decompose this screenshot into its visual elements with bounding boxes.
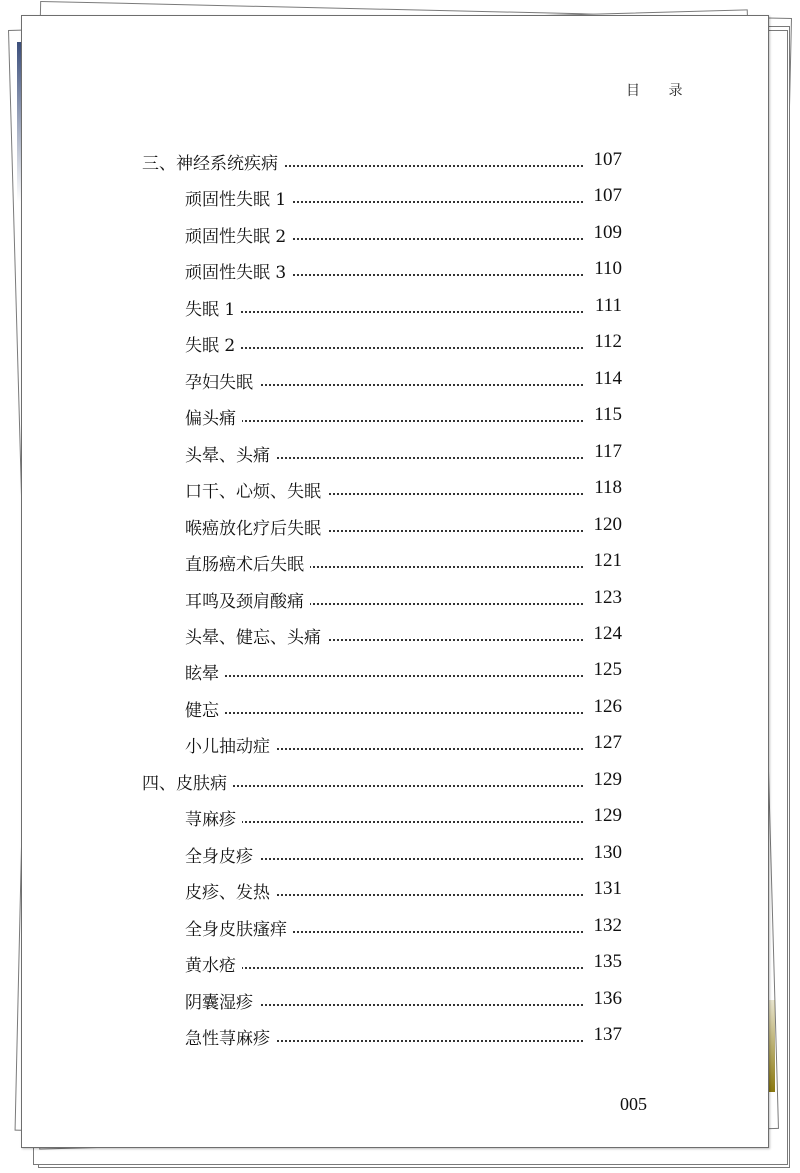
toc-entry[interactable] bbox=[22, 915, 770, 945]
dot-leader bbox=[202, 309, 583, 313]
toc-section-heading[interactable] bbox=[22, 769, 770, 799]
toc-page-number: 136 bbox=[590, 988, 623, 1010]
running-header: 目 录 bbox=[626, 83, 695, 99]
toc-title: 荨麻疹 bbox=[185, 805, 242, 830]
toc-page-number: 125 bbox=[590, 659, 623, 681]
toc-section-heading[interactable] bbox=[22, 149, 770, 179]
toc-page-number: 127 bbox=[590, 732, 623, 754]
toc-page-number: 117 bbox=[590, 441, 622, 463]
toc-title: 三、神经系统疾病 bbox=[142, 149, 284, 174]
toc-page-number: 111 bbox=[591, 295, 622, 317]
toc-entry[interactable] bbox=[22, 842, 770, 872]
toc-title: 全身皮肤瘙痒 bbox=[185, 915, 293, 940]
toc-title: 全身皮疹 bbox=[185, 842, 259, 867]
toc-entry[interactable] bbox=[22, 295, 770, 325]
toc-page-number: 112 bbox=[590, 331, 622, 353]
toc-entry[interactable] bbox=[22, 988, 770, 1018]
dot-leader bbox=[202, 965, 583, 969]
toc-title: 失眠 1 bbox=[185, 295, 241, 320]
toc-entry[interactable] bbox=[22, 258, 770, 288]
toc-entry[interactable] bbox=[22, 659, 770, 689]
toc-entry[interactable] bbox=[22, 477, 770, 507]
toc-title: 黄水疮 bbox=[185, 951, 242, 976]
page-number: 005 bbox=[620, 1094, 647, 1114]
toc-entry[interactable] bbox=[22, 441, 770, 471]
toc-page-number: 121 bbox=[590, 550, 623, 572]
toc-entry[interactable] bbox=[22, 805, 770, 835]
document-page bbox=[21, 15, 769, 1148]
toc-page-number: 109 bbox=[590, 222, 623, 244]
toc-title: 顽固性失眠 1 bbox=[185, 185, 292, 210]
toc-title: 急性荨麻疹 bbox=[185, 1024, 276, 1049]
toc-title: 四、皮肤病 bbox=[142, 769, 233, 794]
toc-title: 孕妇失眠 bbox=[185, 368, 259, 393]
toc-entry[interactable] bbox=[22, 951, 770, 981]
toc-page-number: 114 bbox=[590, 368, 622, 390]
toc-title: 健忘 bbox=[185, 696, 225, 721]
toc-title: 阴囊湿疹 bbox=[185, 988, 259, 1013]
toc-page-number: 131 bbox=[590, 878, 623, 900]
toc-entry[interactable] bbox=[22, 514, 770, 544]
toc-page-number: 132 bbox=[590, 915, 623, 937]
toc-title: 直肠癌术后失眠 bbox=[185, 550, 310, 575]
toc-page-number: 130 bbox=[590, 842, 623, 864]
toc-page-number: 126 bbox=[590, 696, 623, 718]
toc-title: 耳鸣及颈肩酸痛 bbox=[185, 587, 310, 612]
toc-entry[interactable] bbox=[22, 878, 770, 908]
toc-page-number: 118 bbox=[590, 477, 622, 499]
dot-leader bbox=[202, 418, 583, 422]
toc-page-number: 123 bbox=[590, 587, 623, 609]
dot-leader bbox=[202, 819, 583, 823]
toc-entry[interactable] bbox=[22, 185, 770, 215]
toc-entry[interactable] bbox=[22, 1024, 770, 1054]
toc-title: 偏头痛 bbox=[185, 404, 242, 429]
toc-title: 头晕、头痛 bbox=[185, 441, 276, 466]
toc-title: 皮疹、发热 bbox=[185, 878, 276, 903]
toc-title: 喉癌放化疗后失眠 bbox=[185, 514, 327, 539]
toc-page-number: 135 bbox=[590, 951, 623, 973]
toc-page-number: 107 bbox=[590, 149, 623, 171]
toc-title: 顽固性失眠 3 bbox=[185, 258, 292, 283]
dot-leader bbox=[202, 345, 583, 349]
toc-entry[interactable] bbox=[22, 331, 770, 361]
dot-leader bbox=[202, 673, 583, 677]
toc-entry[interactable] bbox=[22, 587, 770, 617]
toc-page-number: 129 bbox=[590, 805, 623, 827]
toc-entry[interactable] bbox=[22, 404, 770, 434]
toc-title: 口干、心烦、失眠 bbox=[185, 477, 327, 502]
toc-page-number: 129 bbox=[590, 769, 623, 791]
toc-page-number: 137 bbox=[590, 1024, 623, 1046]
toc-page-number: 120 bbox=[590, 514, 623, 536]
toc-entry[interactable] bbox=[22, 550, 770, 580]
dot-leader bbox=[202, 382, 583, 386]
toc-title: 失眠 2 bbox=[185, 331, 241, 356]
toc-entry[interactable] bbox=[22, 222, 770, 252]
toc-title: 小儿抽动症 bbox=[185, 732, 276, 757]
toc-title: 头晕、健忘、头痛 bbox=[185, 623, 327, 648]
dot-leader bbox=[202, 1002, 583, 1006]
toc-page-number: 124 bbox=[590, 623, 623, 645]
toc-page-number: 110 bbox=[590, 258, 622, 280]
toc-page-number: 115 bbox=[590, 404, 622, 426]
dot-leader bbox=[202, 710, 583, 714]
toc-entry[interactable] bbox=[22, 623, 770, 653]
toc-entry[interactable] bbox=[22, 696, 770, 726]
toc-title: 顽固性失眠 2 bbox=[185, 222, 292, 247]
toc-page-number: 107 bbox=[590, 185, 623, 207]
toc-entry[interactable] bbox=[22, 732, 770, 762]
toc-entry[interactable] bbox=[22, 368, 770, 398]
toc-title: 眩晕 bbox=[185, 659, 225, 684]
dot-leader bbox=[202, 856, 583, 860]
